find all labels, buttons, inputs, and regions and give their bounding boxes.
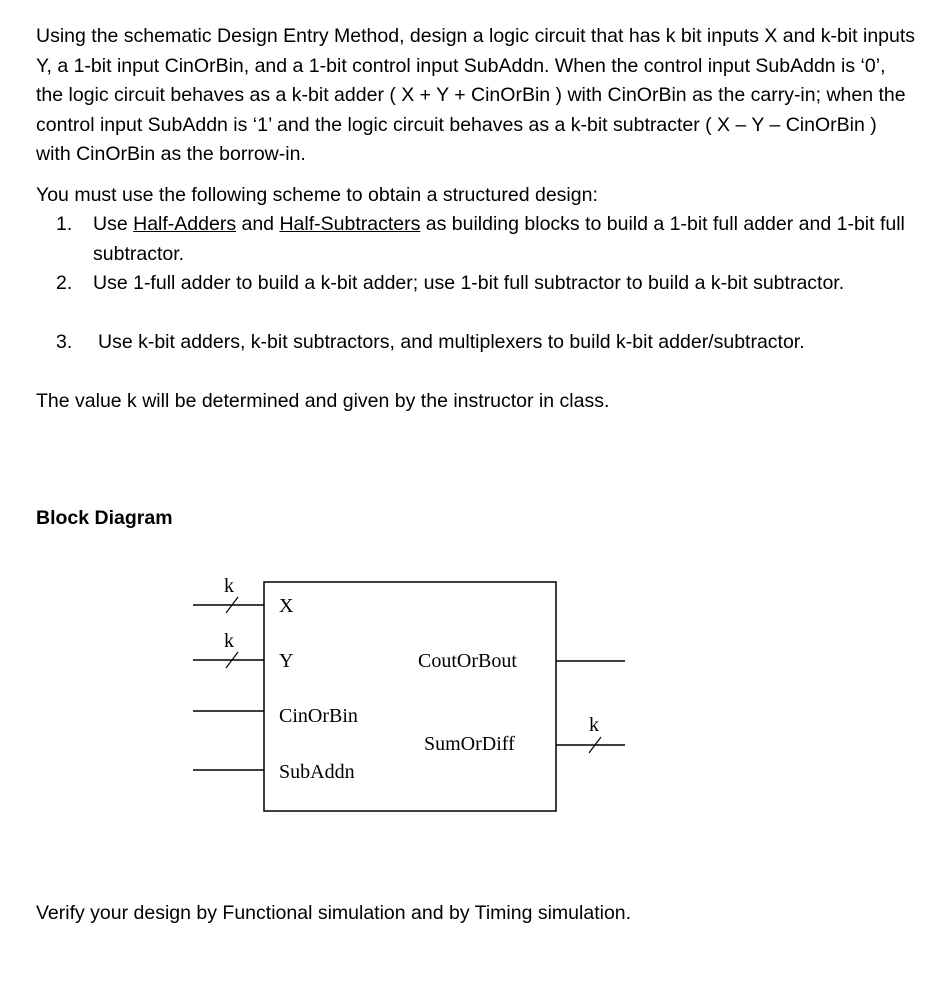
verify-statement: Verify your design by Functional simulation and by Timing simulation. xyxy=(36,902,632,924)
port-label-coutorbout: CoutOrBout xyxy=(418,650,517,672)
port-label-subaddn: SubAddn xyxy=(279,761,355,783)
list-number: 1. xyxy=(56,213,73,235)
k-value-note: The value k will be determined and given by the instructor in class. xyxy=(36,390,610,412)
port-label-x: X xyxy=(279,595,294,617)
port-label-y: Y xyxy=(279,650,294,672)
bus-label-y: k xyxy=(224,630,234,652)
list-text: Use 1-full adder to build a k-bit adder; use 1-bit full subtractor to build a k-bit subtractor. xyxy=(93,272,845,294)
half-subtracters-link[interactable]: Half-Subtracters xyxy=(279,213,421,235)
step-text-part: Use xyxy=(93,213,134,235)
problem-statement: Using the schematic Design Entry Method, design a logic circuit that has k bit inputs X and k-bit inputs Y, a 1-bit input CinOrBin, and a 1-bit control input SubAddn. When the control input SubAddn is ‘0’, the logic circuit behaves as a k-bit adder ( X + Y + CinOrBin ) with CinOrBin as the carry-in; when the control input SubAddn is ‘1’ and the logic circuit behaves as a k-bit subtracter ( X – Y – CinOrBin ) with CinOrBin as the borrow-in. xyxy=(36,25,916,165)
bus-label-x: k xyxy=(224,575,234,597)
bus-label-sumordiff: k xyxy=(589,714,599,736)
block-diagram-heading: Block Diagram xyxy=(36,507,173,529)
list-number: 2. xyxy=(56,272,73,294)
list-text: Use k-bit adders, k-bit subtractors, and multiplexers to build k-bit adder/subtractor. xyxy=(98,331,805,353)
step-text-part: and xyxy=(236,213,280,235)
port-label-cinorbin: CinOrBin xyxy=(279,705,358,727)
port-label-sumordiff: SumOrDiff xyxy=(424,733,515,755)
step-text-part: as building blocks to build a 1-bit full adder and 1-bit full subtractor. xyxy=(93,213,905,265)
scheme-intro: You must use the following scheme to obtain a structured design: xyxy=(36,184,598,206)
half-adders-link[interactable]: Half-Adders xyxy=(133,213,237,235)
list-number: 3. xyxy=(56,331,73,353)
